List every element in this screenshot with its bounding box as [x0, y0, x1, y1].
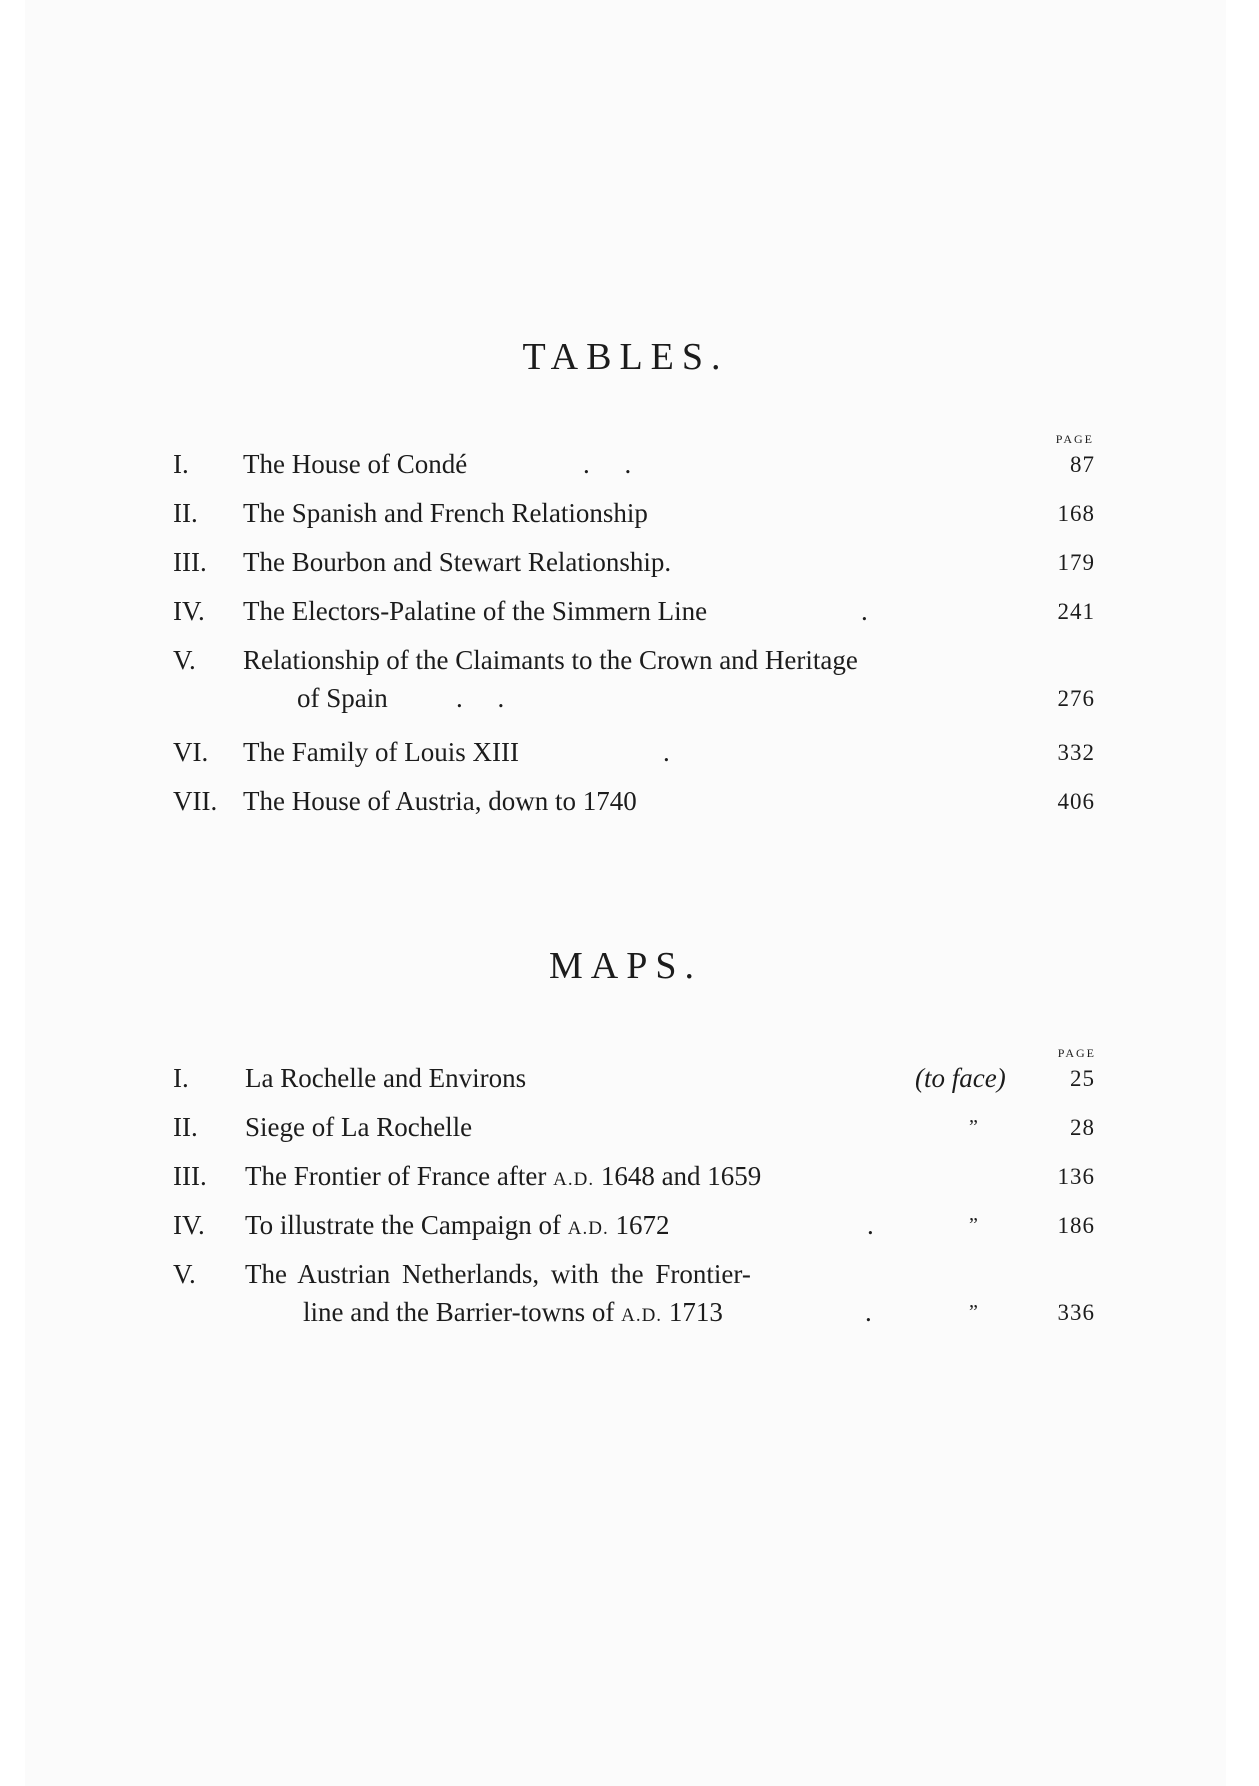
page	[25, 0, 1226, 1786]
entry-page: 87	[1070, 452, 1095, 477]
entry-page: 406	[1057, 789, 1095, 814]
entry-title: The House of Austria, down to 1740	[243, 786, 637, 816]
entry-title-continued: of Spain	[297, 683, 388, 713]
entry-page: 168	[1057, 501, 1095, 526]
entry-title	[245, 1157, 761, 1199]
entry-number: VII.	[173, 786, 218, 816]
era-abbreviation: A.D.	[621, 1305, 663, 1326]
dot-leader: .	[663, 737, 670, 767]
ditto-mark: ”	[969, 1214, 978, 1236]
dot-leader: .	[865, 1297, 872, 1327]
maps-page-column-header: PAGE	[1057, 1046, 1096, 1060]
entry-number: V.	[173, 1259, 196, 1289]
entry-page: 336	[1057, 1300, 1095, 1325]
maps-entry-3	[173, 1157, 1095, 1197]
era-abbreviation: A.D.	[553, 1169, 595, 1190]
entry-number: V.	[173, 645, 196, 675]
tables-entry-3	[173, 543, 1095, 583]
entry-title: Relationship of the Claimants to the Crown and Heritage	[243, 645, 858, 675]
tables-entry-2	[173, 494, 1095, 534]
entry-number: IV.	[173, 596, 205, 626]
entry-page: 332	[1057, 740, 1095, 765]
maps-entry-5	[173, 1255, 1095, 1335]
dot-leader: .	[867, 1210, 874, 1240]
era-abbreviation: A.D.	[567, 1218, 609, 1239]
title-year: 1672	[608, 1210, 670, 1240]
tables-page-column-header: PAGE	[1055, 432, 1094, 446]
dot-leader: .	[861, 596, 868, 626]
title-text: line and the Barrier-towns of	[303, 1297, 622, 1327]
tables-entry-5	[173, 641, 1095, 721]
maps-entry-1	[173, 1059, 1095, 1099]
entry-title	[245, 1206, 670, 1248]
ditto-mark: ”	[969, 1116, 978, 1138]
entry-number: III.	[173, 1161, 207, 1191]
entry-number: II.	[173, 1112, 198, 1142]
ditto-mark: ”	[969, 1301, 978, 1323]
tables-heading: TABLES.	[522, 336, 729, 378]
tables-entry-7	[173, 782, 1095, 822]
title-text: The Frontier of France after	[245, 1161, 554, 1191]
entry-title-continued	[303, 1293, 723, 1335]
dot-leader: . .	[456, 683, 519, 713]
entry-title: La Rochelle and Environs	[245, 1063, 527, 1093]
entry-page: 136	[1057, 1164, 1095, 1189]
entry-title: Siege of La Rochelle	[245, 1112, 473, 1142]
title-text: To illustrate the Campaign of	[245, 1210, 568, 1240]
entry-page: 276	[1057, 686, 1095, 711]
entry-title: The Austrian Netherlands, with the Frontier-	[245, 1259, 751, 1289]
entry-number: II.	[173, 498, 198, 528]
entry-page: 28	[1070, 1115, 1095, 1140]
dot-leader: . .	[583, 449, 646, 479]
entry-number: VI.	[173, 737, 209, 767]
entry-page: 241	[1057, 599, 1095, 624]
entry-page: 179	[1057, 550, 1095, 575]
tables-entry-4	[173, 592, 1095, 632]
tables-entry-6	[173, 733, 1095, 773]
title-years: 1648 and 1659	[594, 1161, 762, 1191]
entry-number: IV.	[173, 1210, 205, 1240]
entry-title: The Bourbon and Stewart Relationship.	[243, 547, 672, 577]
maps-entry-2	[173, 1108, 1095, 1148]
entry-title: The Family of Louis XIII	[243, 737, 519, 767]
entry-number: I.	[173, 1063, 189, 1093]
entry-title: The Spanish and French Relationship	[243, 498, 648, 528]
entry-number: I.	[173, 449, 189, 479]
tables-entry-1	[173, 445, 1095, 485]
entry-page: 186	[1057, 1213, 1095, 1238]
maps-entry-4	[173, 1206, 1095, 1246]
entry-page: 25	[1070, 1066, 1095, 1091]
entry-title: The Electors-Palatine of the Simmern Line	[243, 596, 708, 626]
entry-title: The House of Condé	[243, 449, 468, 479]
to-face-note: (to face)	[915, 1063, 1006, 1093]
maps-heading: MAPS.	[549, 945, 702, 987]
entry-number: III.	[173, 547, 207, 577]
title-year: 1713	[662, 1297, 723, 1327]
